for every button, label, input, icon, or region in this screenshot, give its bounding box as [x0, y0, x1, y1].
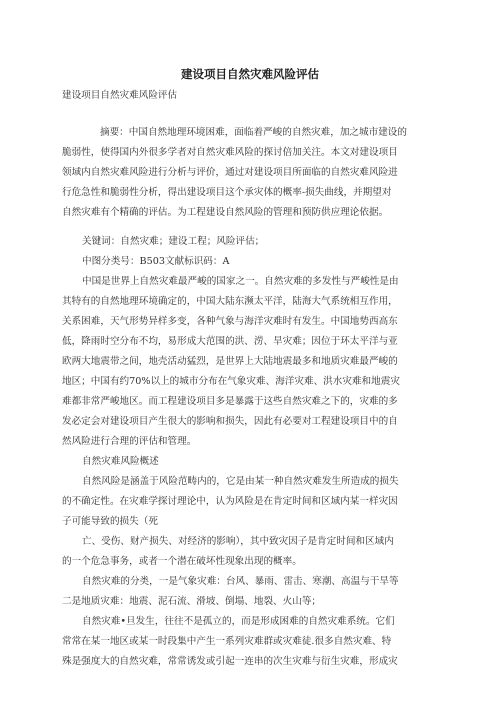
document-title: 建设项目自然灾难风险评估 [181, 67, 319, 81]
intro-line: 欧两大地震带之间，地壳活动猛烈，是世界上大陆地震最多和地质灾难最严峻的 [62, 356, 398, 367]
intro-line: 发必定会对建设项目产生很大的影响和损失，因此有必要对工程建设项目中的自 [62, 416, 398, 427]
occurrence-line: 殊是强度大的自然灾难，常常诱发或引起一连串的次生灾难与衍生灾难，形成灾 [62, 656, 398, 667]
intro-line: 其特有的自然地理环境确定的，中国大陆东濒太平洋，陆海大气系统相互作用， [62, 296, 398, 307]
abstract-line: 脆弱性，使得国内外很多学者对自然灾难风险的探讨倍加关注。本文对建设项目 [62, 147, 398, 158]
intro-line: 低，降雨时空分布不均，易形成大范围的洪、涝、旱灾难；因位于环太平洋与亚 [62, 336, 398, 347]
classification-line: 中图分类号：B503文献标识码：A [82, 256, 230, 267]
intro-line: 然风险进行合理的评估和管理。 [62, 436, 197, 447]
abstract-line: 领域内自然灾难风险进行分析与评价，通过对建设项目所面临的自然灾难风险进 [62, 167, 398, 178]
overview-line: 自然风险是涵盖于风险范畴内的，它是由某一种自然灾难发生所造成的损失 [82, 476, 399, 487]
intro-line: 难都非常严峻地区。而工程建设项目多是暴露于这些自然灾难之下的，灾难的多 [62, 396, 398, 407]
abstract-line: 行危急性和脆弱性分析，得出建设项目这个承灾体的概率-损失曲线，并期望对 [62, 187, 392, 198]
occurrence-line: 常常在某一地区或某一时段集中产生一系列灾难群或灾难徒.很多自然灾难、特 [62, 636, 392, 647]
section-heading: 自然灾难风险概述 [82, 456, 159, 467]
intro-line: 中国是世界上自然灾难最严峻的国家之一。自然灾难的多发性与严峻性是由 [82, 276, 399, 287]
keywords-line: 关键词：自然灾难；建设工程；风险评估； [82, 236, 265, 247]
abstract-line: 自然灾难有个精确的评估。为工程建设自然风险的管理和预防供应理论依据。 [62, 207, 389, 218]
overview-line: 亡、受伤、财产损失、对经济的影响），其中致灾因子是肯定时间和区域内 [82, 536, 394, 547]
abstract-line: 摘要：中国自然地理环境困难，面临着严峻的自然灾难，加之城市建设的 [100, 127, 407, 138]
overview-line: 子可能导致的损失（死 [62, 516, 158, 527]
overview-line: 的不确定性。在灾难学探讨理论中，认为风险是在肯定时间和区域内某一样灾因 [62, 496, 398, 507]
types-line: 自然灾难的分类，一是气象灾难：台风、暴雨、雷击、寒潮、高温与干旱等 [82, 576, 399, 587]
intro-line: 地区；中国有约70%以上的城市分布在气象灾难、海洋灾难、洪水灾难和地震灾 [62, 376, 400, 387]
occurrence-line: 自然灾难•旦发生，往往不是孤立的，而是形成困难的自然灾难系统。它们 [82, 616, 395, 627]
overview-line: 的一个危急事务，或者一个潜在破坏性现象出现的概率。 [62, 556, 302, 567]
types-line: 二是地质灾难：地震、泥石流、滑坡、倒塌、地裂、火山等； [62, 596, 322, 607]
intro-line: 关系困难，天气形势异样多变，各种气象与海洋灾难时有发生。中国地势西高东 [62, 316, 398, 327]
document-subtitle: 建设项目自然灾难风险评估 [62, 90, 178, 101]
